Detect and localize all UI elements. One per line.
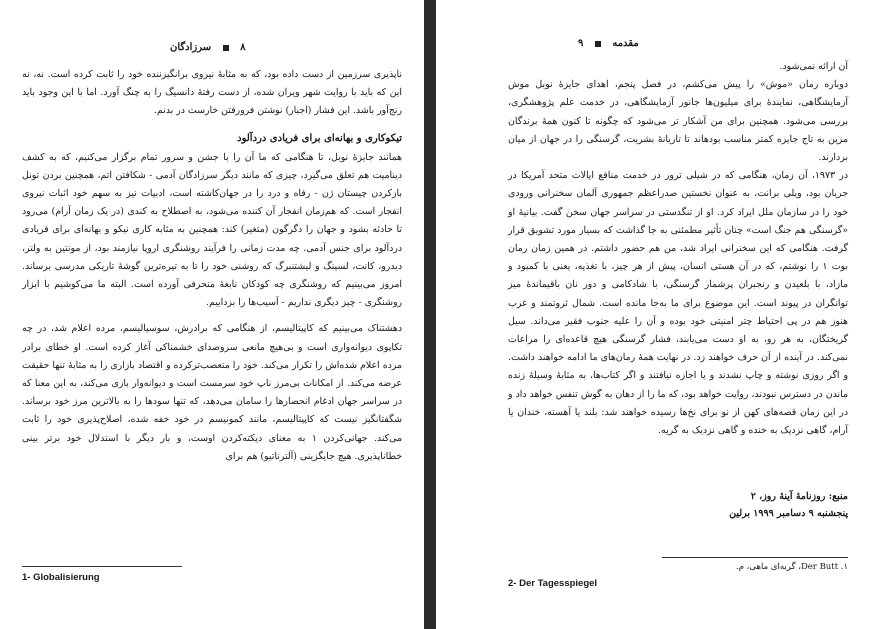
source-line: منبع: روزنامهٔ آینهٔ روز، ۲: [750, 491, 848, 502]
right-footnote-ltr: 2- Der Tagesspiegel: [508, 578, 598, 589]
section-heading: تیکوکاری و بهانه‌ای برای فریادی دردآلود: [237, 132, 402, 144]
left-page: [0, 0, 424, 629]
right-page-number: ۹: [578, 38, 584, 49]
right-paragraph-1: دوباره رمان «موش» را پیش می‌کشم، در فصل پنجم، اهدای جایزهٔ نوبل موش آزمایشگاهی، نمایندهٔ برای میلیون‌ها جانور آزمایشگاهی، در خدمت علم پژوهشگری، بررسی می‌شود. همچنین برای من آشکار تر می‌شود که چگونه تا کنون همهٔ برندگان مزین به تاج جایزه کمتر مناسب بودهاند تا تازیانهٔ بشریت، گرسنگی را در جهان از میان بردارند.: [508, 79, 848, 164]
left-intro-paragraph: ناپذیری سرزمین از دست داده بود، که به مثابهٔ نیروی برانگیزننده خود را ثابت کرده است. نه، نه این که باید با روایت شهر ویران شده، از دست رفتهٔ دانسیگ را به چنگ آورد. اما با این وجود باید رنج‌آور باشد. این فشار (اجبار) نوشتن فرورفتن خارست در بدنم.: [22, 69, 402, 117]
separator-square-icon: [223, 45, 229, 51]
left-page-body: [22, 66, 402, 466]
right-footnote-rtl: ۱. Der Butt، گربه‌ای ماهی، م.: [736, 562, 849, 572]
right-page: [436, 0, 878, 629]
left-paragraph-3: دهشتناک می‌بینیم که کاپیتالیسم، از هنگامی که برادرش، سوسیالیسم، مرده اعلام شد، در چه تکاپوی دیوانه‌واری است و بی‌هیچ مانعی سروصدای خشمناکی آغاز کرده است. او خطای برادر مرده اعلام شده‌اش را تکرار می‌کند. خود را متعصب‌ترکرده و اقتصاد بازاری را به مثابهٔ تنها حقیقت عرضه می‌کند. از امکانات بی‌مرز ناپ خود سرمست است و دیوانه‌وار بازی می‌کند، به این معنا که در سراسر جهان ادغام انحصارها را سامان می‌دهد، که تنها سودها را به بالاترین مرز خود برساند. شگفتانگیز نیست که کاپیتالیسم، مانند کمونیسم در خود خفه شده، اصلاح‌پذیری خود را ثابت می‌کند. جهانی‌کردن ۱ به معنای دیکته‌کردن اوست، و بار دیگر با استدلال خود برتر بینی خطاناپذیری. هیچ جایگزینی (آلترناتیو) هم برای: [22, 323, 402, 462]
right-page-header: [578, 38, 639, 49]
right-opening-line: آن ارائه نمی‌شود.: [779, 61, 848, 72]
left-footnote: 1- Globalisierung: [22, 572, 100, 583]
book-spine: [424, 0, 436, 629]
right-footnote-rule: [662, 557, 848, 558]
right-paragraph-2: در ۱۹۷۳، آن زمان، هنگامی که در شیلی ترور در خدمت منافع ایالات متحد آمریکا در جریان بود، ویلی برانت، به عنوان نخستین صدراعظم جمهوری آلمان سخنرانی ورودی خود را در سازمان ملل ایراد کرد. او از تنگدستی در سراسر جهان سخن گفت. بیانیهٔ او «گرسنگی هم جنگ است» چنان تأثیر مطمئنی به جا گذاشت که بسیار مورد تشویق قرار گرفت. هنگامی که این سخنرانی ایراد شد، من هم حضور داشتم. در همین زمان رمان بوت ۱ را نوشتم، که در آن هستی انسان، پیش از هر چیز، با تغذیه، یعنی با کمبود و مازاد، با بلعیدن و رنجبران پرشمار گرسنگی، با شادکامی و دور نان باقیماندهٔ میز توانگران در پیوند است. این موضوع برای ما به‌جا مانده است. شمال ثروتمند و غرب هنوز هم در پی احتیاط چتر امنیتی خود بوده و آن را علیه جنوب فقیر می‌داند. سیل گریختگان، به هر رو، به او دست می‌یابند، فشار گرسنگی هیچ قاعده‌ای را مراعات نمی‌کند. در آینده از آن حرف خواهند زد. در نهایت همهٔ رمان‌های ما ادامه خواهند داشت. و اگر روزی نوشته و چاپ نشدند و یا اجازه نیافتند و اگر کتاب‌ها، به مثابهٔ وسیلهٔ زنده ماندن در دسترس نبودند، روایت خواهد بود، که ما را از دهان به گوش تنفس خواهد داد و در این زمان قصه‌های کهن از نو برای نخ‌ها رسیده خواهند شد: بلند یا آهسته، خندان یا آرام، گاهی نزدیک به خنده و گاهی نزدیک به گریه.: [508, 170, 848, 437]
source-signoff: [586, 488, 848, 522]
left-paragraph-2: همانند جایزهٔ نوبل، تا هنگامی که ما آن را با جشن و سرور تمام برگزار می‌کنیم، که به کشف دینامیت هم تعلق می‌گیرد، چیزی که مانند دیگر سرزادگان آدمی - شکافتن اتم، همچنین بردن تونل بازکردن چیستان ژن - رفاه و درد را در جهان‌کاشته است، ادبیات نیز به سهم خود اثبات نیروی انفجار است. که هم‌زمان انفجار آن کننده می‌شود، به اصطلاح به کندی (در یک زمان آرام) می‌رود تا حادثه بشود و جهان را دگرگون (متغیر) کند: همچنین به مثابه کاری نیکو و بهانه‌ای برای فریادی دردآلود برای جنس آدمی. چه مدت زمانی را فرآیند روشنگری اروپا نیازمند بود، از مونتین به ولتر، دیدرو، کانت، لسینگ و لیشتنبرگ که روشنی خود را تا به تیره‌ترین گوشهٔ تاریکی مدرسی برساند. امروز می‌بینیم که روشنگری چه کودکان نابغهٔ منحرفی آورده است. البته ما می‌کوشیم با ابزار روشنگری - چیز دیگری نداریم - آسیب‌ها را بزداییم.: [22, 151, 402, 309]
date-line: پنجشنبه ۹ دسامبر ۱۹۹۹ برلین: [729, 508, 848, 519]
separator-square-icon: [595, 41, 601, 47]
left-page-number: ۸: [240, 42, 246, 53]
left-footnote-rule: [22, 566, 182, 567]
left-page-header: [170, 42, 245, 53]
right-page-body: [508, 58, 848, 440]
right-running-title: مقدمه: [612, 38, 639, 49]
left-running-title: سرزادگان: [170, 42, 212, 53]
